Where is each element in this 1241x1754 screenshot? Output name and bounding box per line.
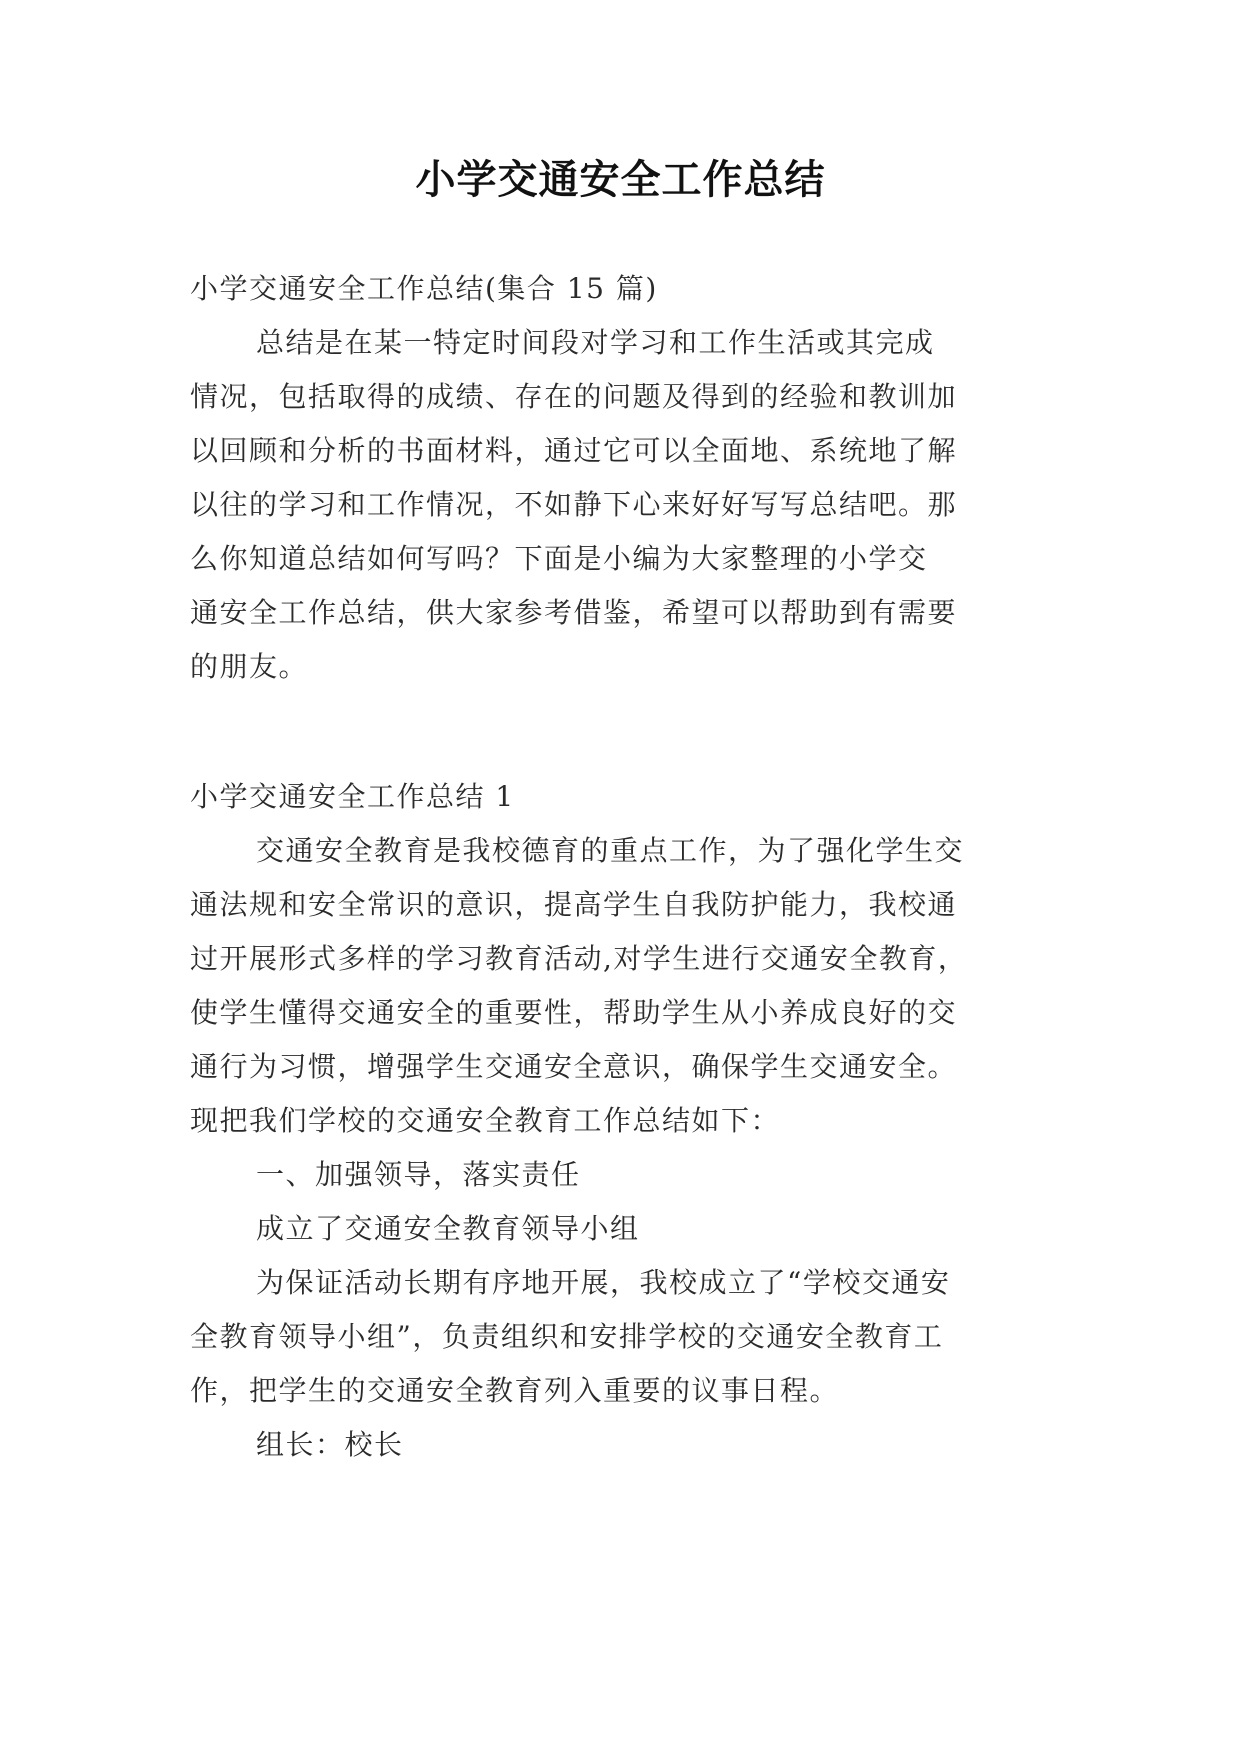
section-paragraph [190,824,1050,1148]
leader-line: 组长：校长 [256,1428,404,1461]
document-body [190,262,1050,1472]
document-title: 小学交通安全工作总结 [415,157,826,203]
section-spacer [190,694,1050,770]
point-subheading: 成立了交通安全教育领导小组 [256,1212,640,1245]
paragraph-line: 通法规和安全常识的意识，提高学生自我防护能力，我校通 [190,888,958,921]
paragraph-line: 通安全工作总结，供大家参考借鉴，希望可以帮助到有需要 [190,596,958,629]
paragraph-line: 么你知道总结如何写吗？下面是小编为大家整理的小学交 [190,542,928,575]
collection-heading: 小学交通安全工作总结(集合 15 篇) [190,272,658,305]
paragraph-line: 的朋友。 [190,650,309,683]
point-heading: 一、加强领导，落实责任 [256,1158,581,1191]
section-heading: 小学交通安全工作总结 1 [190,780,515,813]
paragraph-line: 以往的学习和工作情况，不如静下心来好好写写总结吧。那 [190,488,958,521]
paragraph-line: 使学生懂得交通安全的重要性，帮助学生从小养成良好的交 [190,996,958,1029]
paragraph-line: 为保证活动长期有序地开展，我校成立了“学校交通安 [256,1266,951,1299]
paragraph-line: 全教育领导小组”，负责组织和安排学校的交通安全教育工 [190,1320,944,1353]
paragraph-line: 总结是在某一特定时间段对学习和工作生活或其完成 [256,326,935,359]
paragraph-line: 以回顾和分析的书面材料，通过它可以全面地、系统地了解 [190,434,958,467]
intro-paragraph [190,316,1050,694]
point-paragraph [190,1256,1050,1418]
paragraph-line: 交通安全教育是我校德育的重点工作，为了强化学生交 [256,834,965,867]
paragraph-line: 作，把学生的交通安全教育列入重要的议事日程。 [190,1374,840,1407]
paragraph-line: 过开展形式多样的学习教育活动,对学生进行交通安全教育， [190,942,968,975]
paragraph-line: 情况，包括取得的成绩、存在的问题及得到的经验和教训加 [190,380,958,413]
paragraph-line: 现把我们学校的交通安全教育工作总结如下： [190,1104,781,1137]
paragraph-line: 通行为习惯，增强学生交通安全意识，确保学生交通安全。 [190,1050,958,1083]
